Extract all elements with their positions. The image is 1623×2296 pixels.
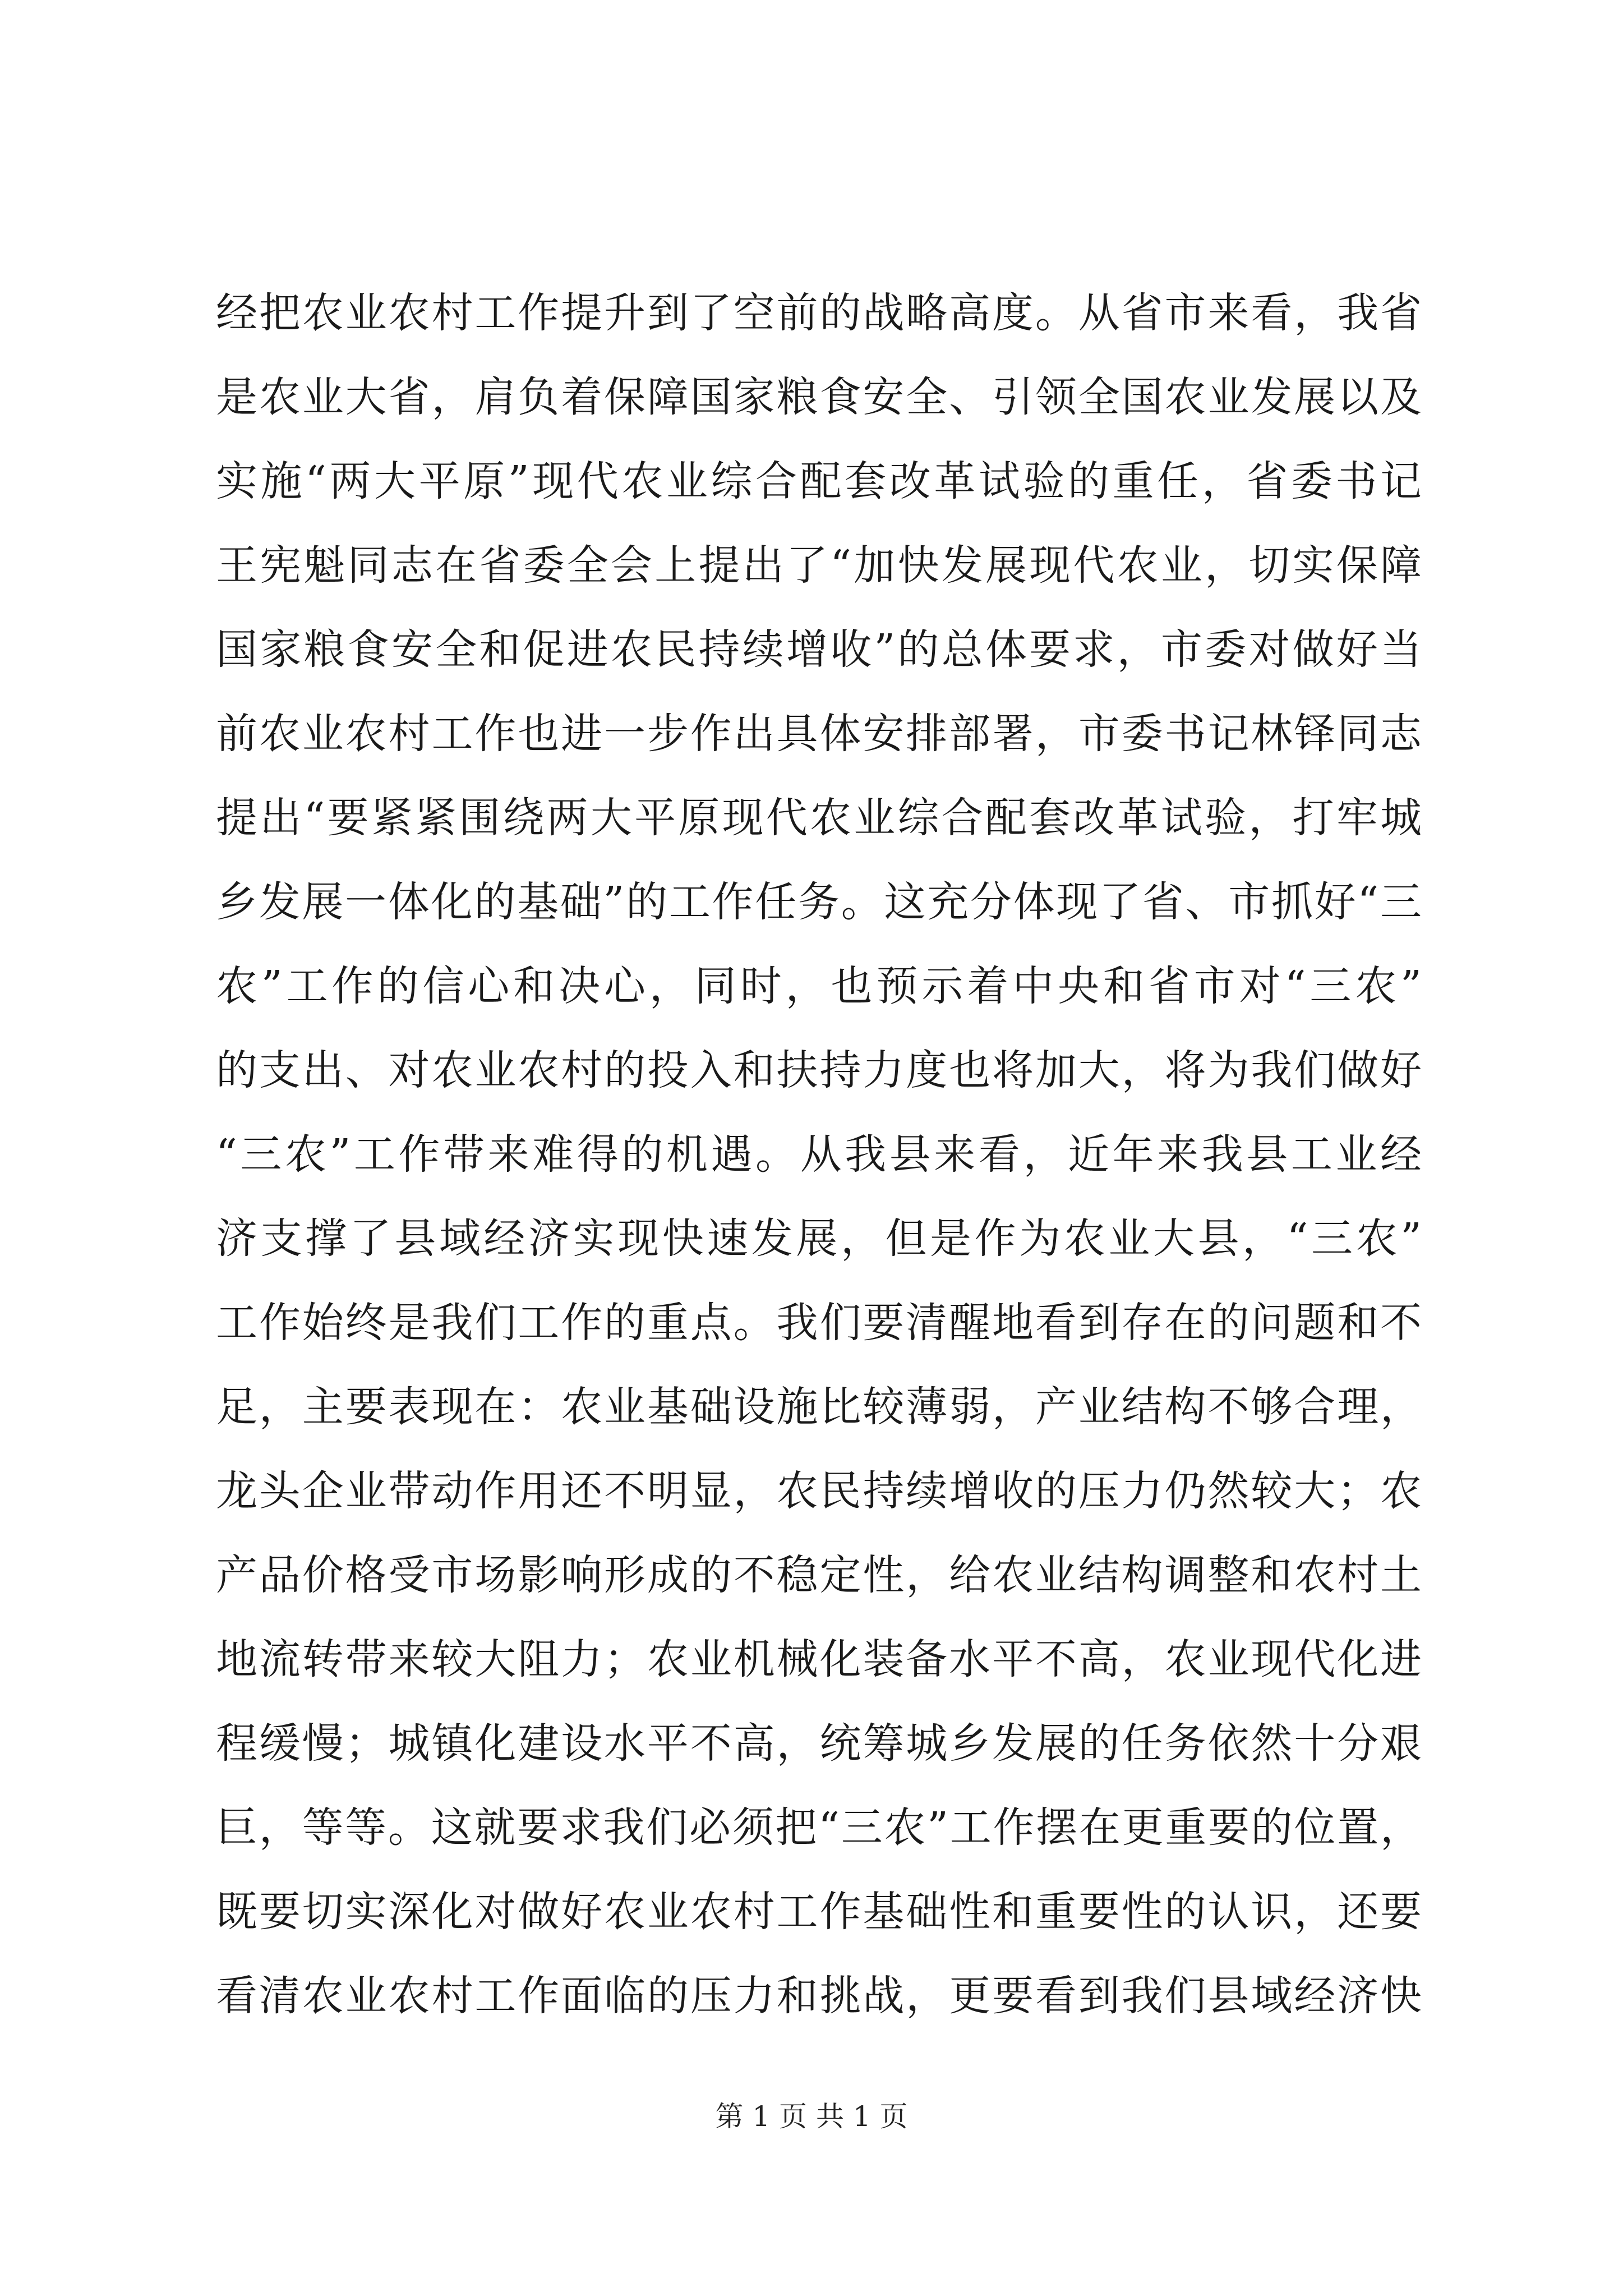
body-line: 济支撑了县域经济实现快速发展，但是作为农业大县，“三农” [216,1214,1422,1263]
body-line: 的支出、对农业农村的投入和扶持力度也将加大，将为我们做好 [216,1046,1422,1094]
body-text [216,271,1422,2038]
body-line: 国家粮食安全和促进农民持续增收”的总体要求，市委对做好当 [216,625,1422,674]
body-line: 龙头企业带动作用还不明显，农民持续增收的压力仍然较大；农 [216,1467,1422,1515]
body-line: 足，主要表现在：农业基础设施比较薄弱，产业结构不够合理， [216,1383,1422,1431]
body-line: 看清农业农村工作面临的压力和挑战，更要看到我们县域经济快 [216,1972,1422,2020]
body-line: 经把农业农村工作提升到了空前的战略高度。从省市来看，我省 [216,289,1422,337]
body-line: 程缓慢；城镇化建设水平不高，统筹城乡发展的任务依然十分艰 [216,1719,1422,1768]
body-line: 前农业农村工作也进一步作出具体安排部署，市委书记林铎同志 [216,710,1422,758]
page-footer [0,2097,1623,2136]
body-line: 乡发展一体化的基础”的工作任务。这充分体现了省、市抓好“三 [216,878,1422,926]
body-line: 实施“两大平原”现代农业综合配套改革试验的重任，省委书记 [216,457,1422,505]
body-line: 提出“要紧紧围绕两大平原现代农业综合配套改革试验，打牢城 [216,794,1422,842]
body-line: 农”工作的信心和决心，同时，也预示着中央和省市对“三农” [216,962,1422,1010]
body-line: 是农业大省，肩负着保障国家粮食安全、引领全国农业发展以及 [216,373,1422,421]
body-line: 工作始终是我们工作的重点。我们要清醒地看到存在的问题和不 [216,1299,1422,1347]
body-line: 产品价格受市场影响形成的不稳定性，给农业结构调整和农村土 [216,1551,1422,1599]
page-number-label: 第 1 页 共 1 页 [715,2100,908,2133]
body-line: 地流转带来较大阻力；农业机械化装备水平不高，农业现代化进 [216,1635,1422,1683]
body-line: 既要切实深化对做好农业农村工作基础性和重要性的认识，还要 [216,1888,1422,1936]
body-line: “三农”工作带来难得的机遇。从我县来看，近年来我县工业经 [216,1130,1422,1179]
body-line: 巨，等等。这就要求我们必须把“三农”工作摆在更重要的位置， [216,1803,1422,1852]
body-line: 王宪魁同志在省委全会上提出了“加快发展现代农业，切实保障 [216,541,1422,590]
